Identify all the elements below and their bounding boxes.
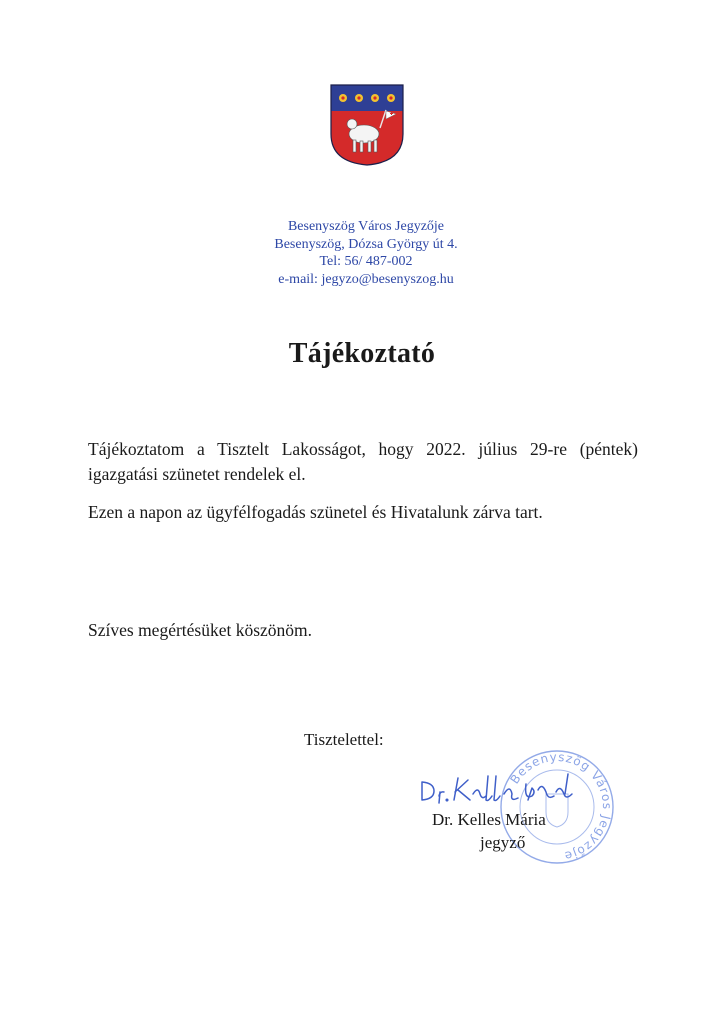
paragraph-2: Ezen a napon az ügyfélfogadás szünetel és Hivatalunk zárva tart. — [88, 502, 543, 522]
letterhead-email: e-mail: jegyzo@besenyszog.hu — [278, 271, 454, 287]
svg-text:Besenyszög Város Jegyzője: Besenyszög Város Jegyzője — [507, 749, 615, 864]
signer-title: jegyző — [480, 833, 526, 852]
coat-of-arms-crest — [330, 84, 404, 166]
paragraph-3: Szíves megértésüket köszönöm. — [88, 620, 313, 640]
closing-greeting: Tisztelettel: — [304, 730, 384, 749]
letterhead-address: Besenyszög, Dózsa György út 4. — [274, 236, 458, 252]
paragraph-1-line-1: Tájékoztatom a Tisztelt Lakosságot, hogy 2022. július 29-re (péntek) — [88, 439, 638, 459]
document-title: Tájékoztató — [288, 338, 436, 369]
signer-block — [432, 808, 546, 854]
letterhead-phone: Tel: 56/ 487-002 — [319, 254, 413, 269]
signer-name: Dr. Kelles Mária — [432, 810, 546, 829]
letterhead-name: Besenyszög Város Jegyzője — [287, 219, 445, 234]
paragraph-1-line-2: igazgatási szünetet rendelek el. — [88, 464, 306, 484]
